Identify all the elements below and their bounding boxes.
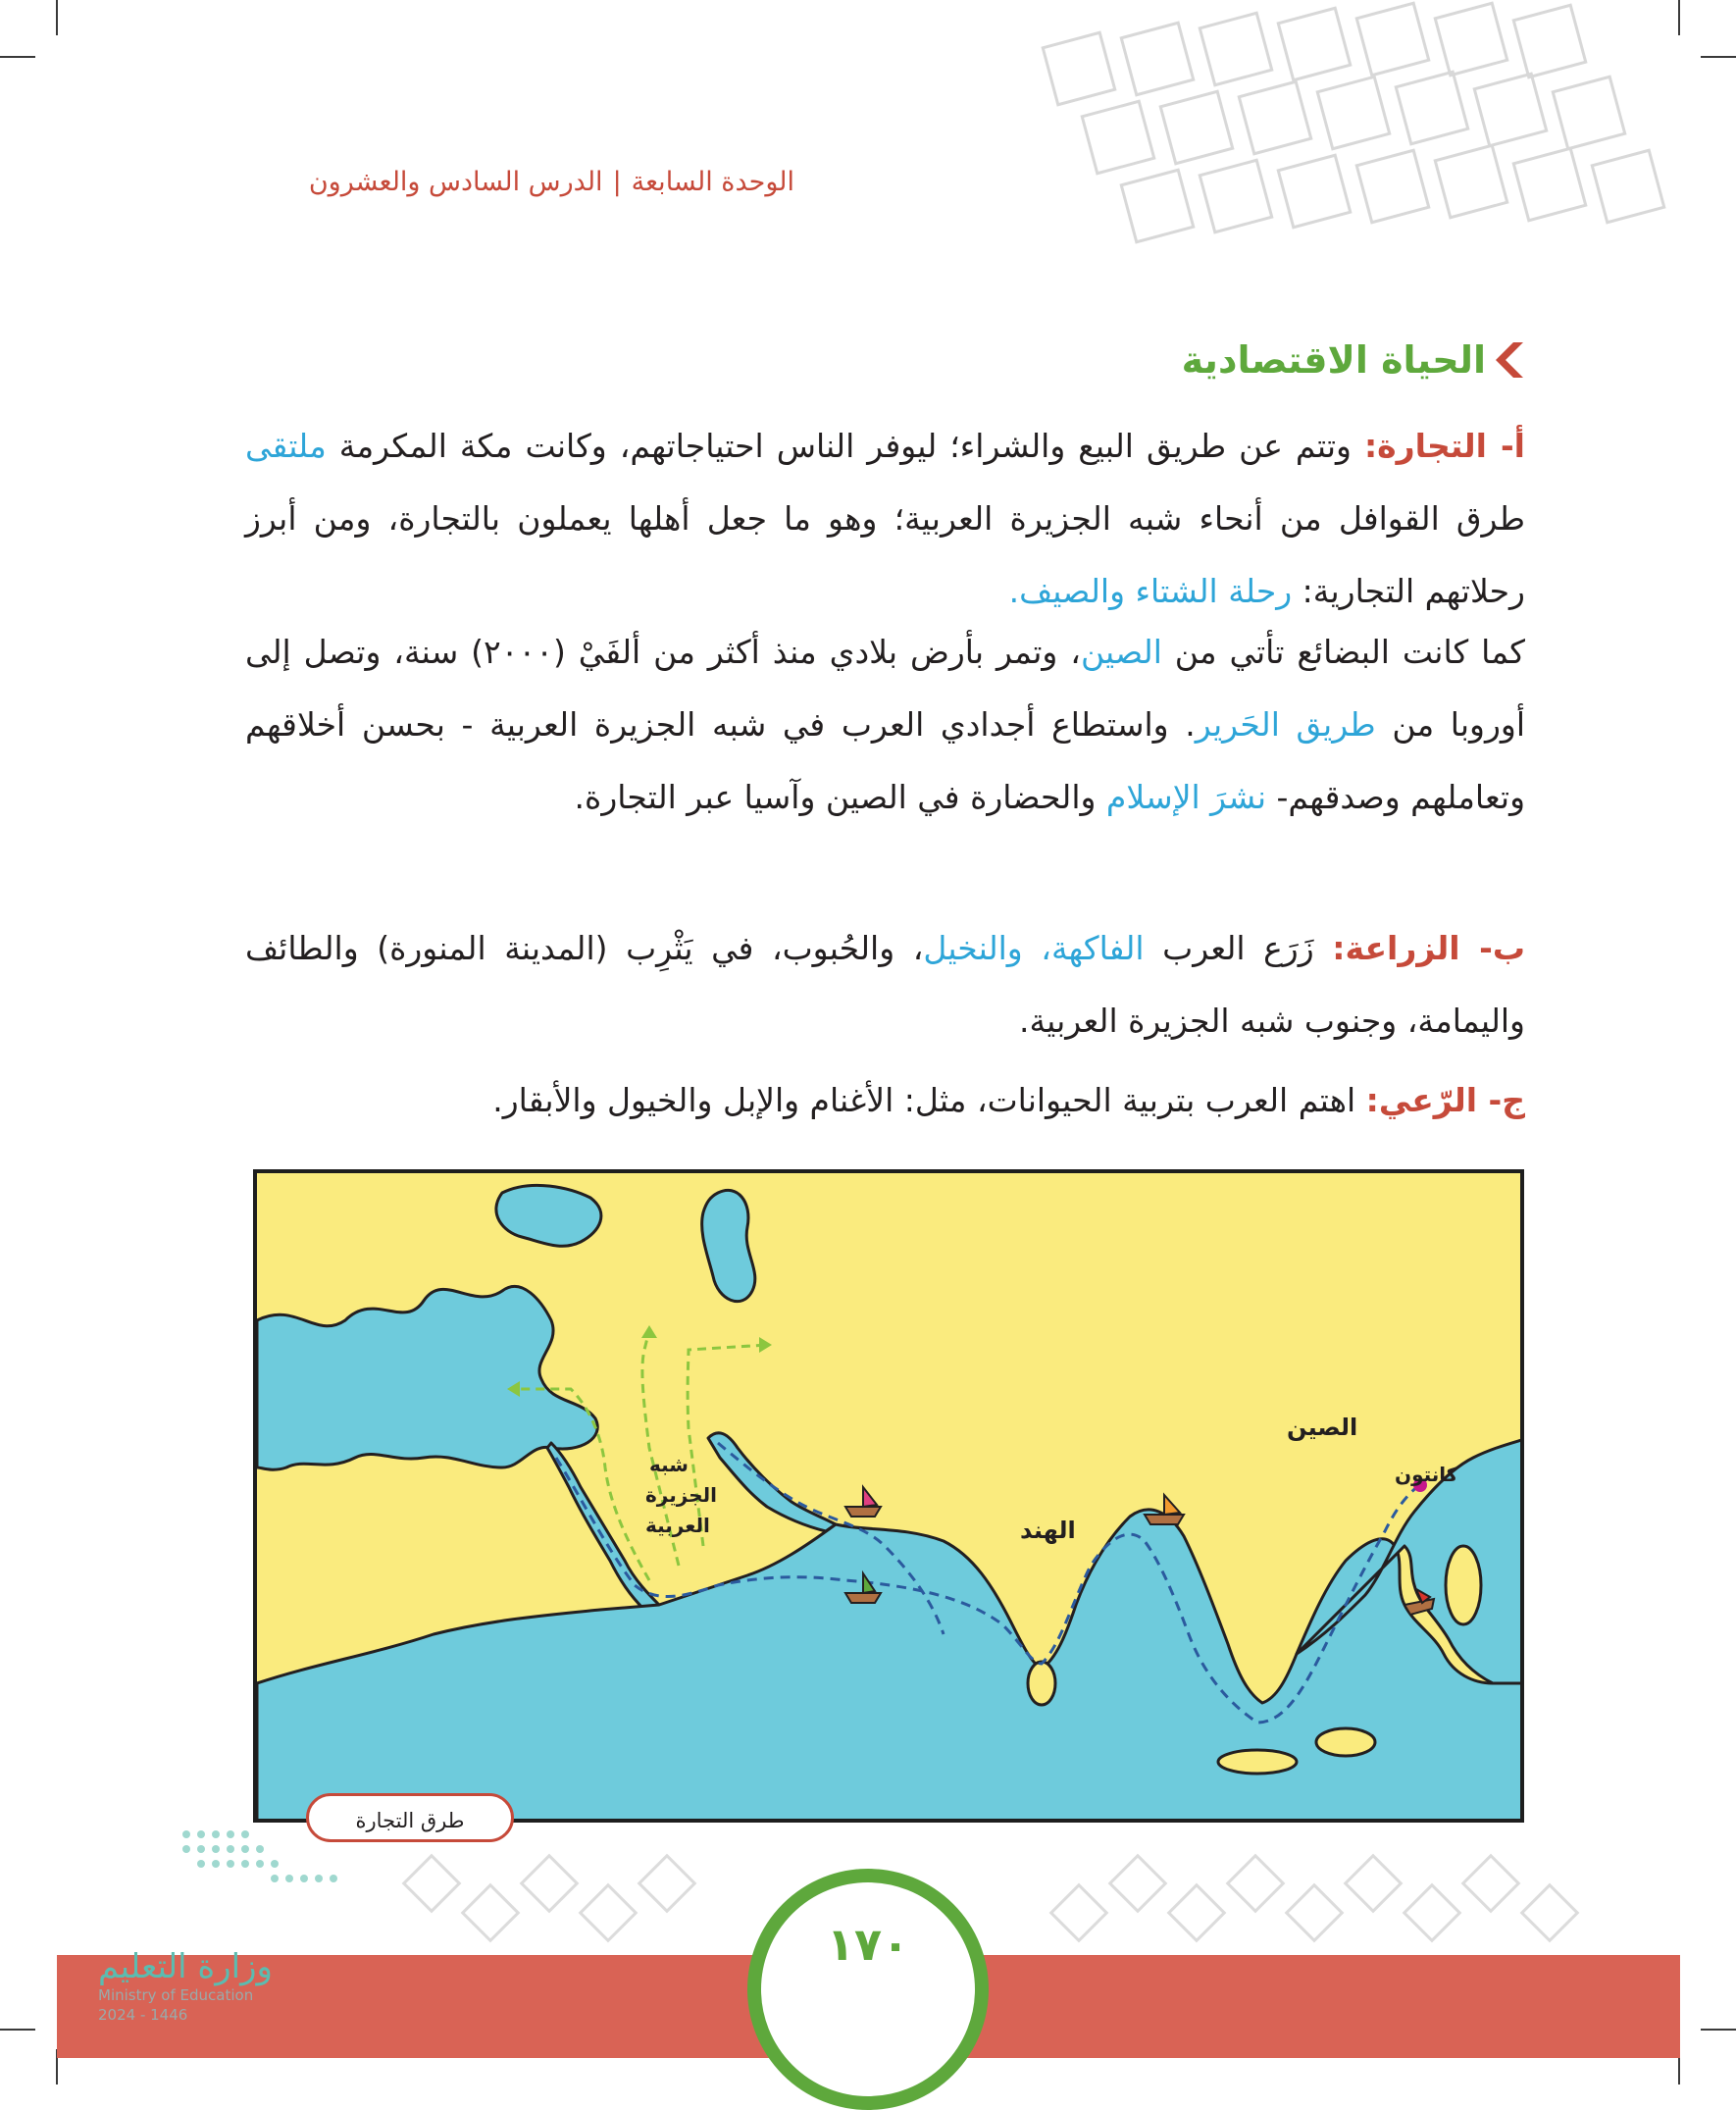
paragraph-grazing	[245, 1064, 1525, 1137]
chevron-left-icon	[1496, 340, 1525, 380]
text: طرق القوافل من أنحاء شبه الجزيرة العربية؛ وهو ما جعل أهلها يعملون بالتجارة، ومن أبرز رحلاتهم التجارية:	[245, 499, 1525, 610]
map-caption: طرق التجارة	[306, 1793, 514, 1842]
section-title: الحياة الاقتصادية	[1181, 338, 1486, 382]
paragraph-agriculture	[245, 912, 1525, 1057]
highlight-term: طريق الحَرير	[1195, 705, 1376, 744]
sea-areas	[257, 1185, 1524, 1823]
text: ، وتمر بأرض بلادي منذ أكثر من ألفَيْ (٢٠٠٠) سنة، وتصل إلى أوروبا من	[245, 633, 1525, 744]
edition-year: 2024 - 1446	[98, 2006, 188, 2024]
crop-mark	[1701, 56, 1736, 58]
highlight-term: نشرَ الإسلام	[1105, 778, 1267, 816]
boat-icon	[845, 1487, 881, 1517]
paragraph-trade	[245, 410, 1525, 628]
label-grazing: ج- الرّعي:	[1365, 1081, 1525, 1119]
page-number-badge	[747, 1869, 989, 2110]
text: . واستطاع أجدادي العرب في شبه الجزيرة العربية - بحسن أخلاقهم وتعاملهم وصدقهم-	[245, 705, 1525, 816]
decorative-pattern	[0, 0, 1736, 294]
crop-mark	[0, 56, 35, 58]
ministry-name-ar: وزارة التعليم	[98, 1947, 273, 1986]
crop-mark	[1701, 2029, 1736, 2031]
section-heading	[1182, 338, 1525, 382]
highlight-term: رحلة الشتاء والصيف.	[1008, 572, 1293, 610]
map-label-china: الصين	[1287, 1414, 1358, 1441]
header-separator: |	[612, 167, 622, 197]
label-agriculture: ب- الزراعة:	[1332, 929, 1525, 967]
highlight-term: ملتقى	[245, 427, 327, 465]
text: اهتم العرب بتربية الحيوانات، مثل: الأغنام والإبل والخيول والأبقار.	[492, 1081, 1366, 1119]
crop-mark	[1678, 0, 1680, 35]
unit-title: الوحدة السابعة	[631, 167, 794, 197]
map-label-arabia: شبه	[649, 1453, 689, 1476]
map-label-canton: كانتون	[1395, 1463, 1458, 1486]
text: والحضارة في الصين وآسيا عبر التجارة.	[574, 778, 1106, 816]
map-label-arabia: الجزيرة	[645, 1483, 717, 1507]
trade-routes-map	[253, 1169, 1524, 1823]
crop-mark	[56, 0, 58, 35]
map-label-arabia: العربية	[645, 1514, 710, 1537]
ministry-name-en: Ministry of Education	[98, 1986, 254, 2004]
page-number: ١٧٠	[826, 1918, 910, 1971]
crop-mark	[0, 2029, 35, 2031]
map-drawing	[257, 1173, 1524, 1823]
paragraph-silk-road	[245, 616, 1525, 834]
map-label-india: الهند	[1020, 1517, 1076, 1544]
highlight-term: الفاكهة، والنخيل	[923, 929, 1145, 967]
text: كما كانت البضائع تأتي من	[1161, 633, 1525, 671]
lesson-title: الدرس السادس والعشرون	[308, 167, 603, 197]
page-header	[309, 167, 794, 197]
text: زَرَع العرب	[1144, 929, 1333, 967]
highlight-term: الصين	[1080, 633, 1162, 671]
text: ، والحُبوب، في يَثْرِب (المدينة المنورة) والطائف واليمامة، وجنوب شبه الجزيرة العربية.	[245, 929, 1525, 1040]
text: وتتم عن طريق البيع والشراء؛ ليوفر الناس احتياجاتهم، وكانت مكة المكرمة	[326, 427, 1364, 465]
label-trade: أ- التجارة:	[1363, 427, 1525, 465]
